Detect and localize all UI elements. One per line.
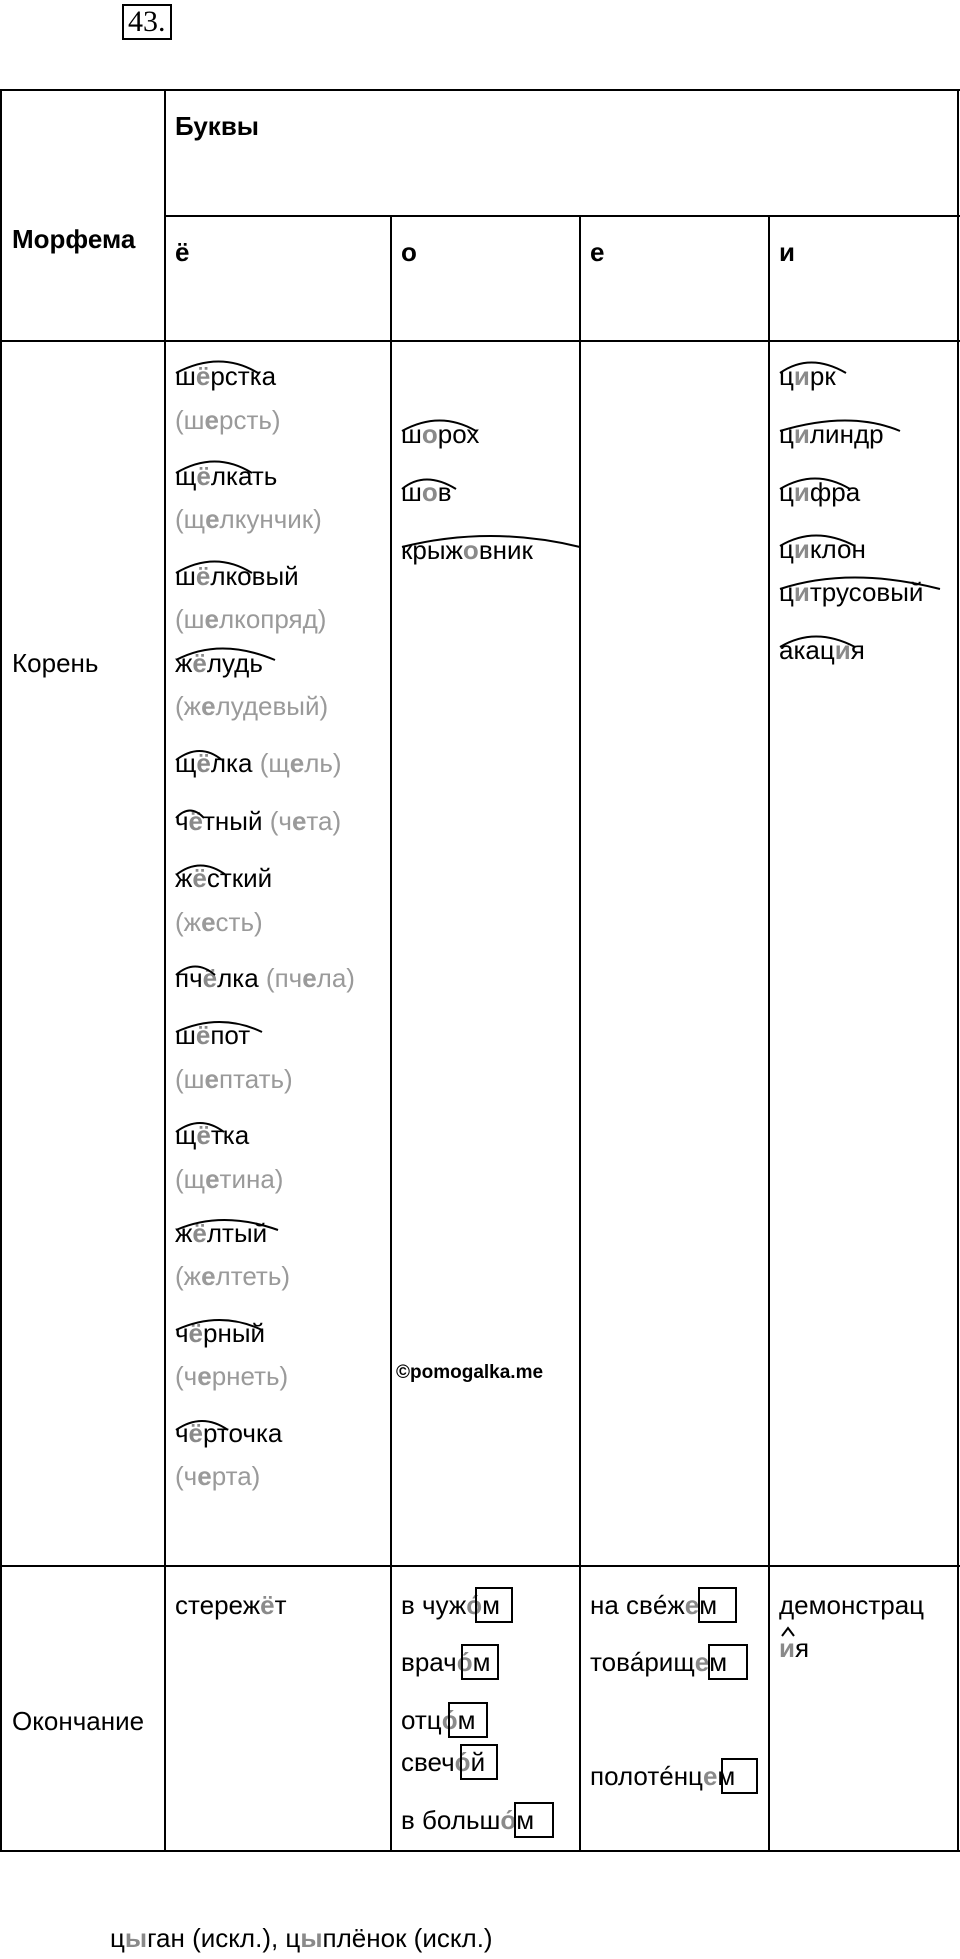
root-yo-word: шёлковый: [175, 561, 299, 591]
table-line-col3: [579, 215, 581, 1852]
root-i-word: цилиндр: [779, 419, 884, 449]
footnote: цыган (искл.), цыплёнок (искл.): [110, 1923, 493, 1953]
root-yo-word: жёлудь: [175, 648, 263, 678]
root-yo-word: чётный (чета): [175, 806, 342, 836]
root-yo-check: (шелкопряд): [175, 604, 327, 634]
root-o-word: шорох: [401, 419, 480, 449]
root-yo-check: (черта): [175, 1461, 261, 1491]
root-i-word: акация: [779, 635, 865, 665]
table-border-bottom: [0, 1850, 960, 1852]
ending-box: [475, 1587, 513, 1623]
root-yo-check: (щелкунчик): [175, 504, 322, 534]
table-border-left: [0, 89, 2, 1852]
table-line-col2: [390, 215, 392, 1852]
ending-o-word: врачо́м: [401, 1647, 491, 1677]
ending-box: [448, 1702, 488, 1738]
header-morpheme: Морфема: [12, 224, 136, 254]
row-label-ending: Окончание: [12, 1706, 145, 1736]
header-col-yo: ё: [175, 237, 190, 267]
ending-box: [708, 1644, 748, 1680]
root-yo-check: (шерсть): [175, 405, 281, 435]
root-yo-word: щёлка (щель): [175, 748, 342, 778]
ending-o-word: в большо́м: [401, 1805, 535, 1835]
ending-yo-word: стережёт: [175, 1590, 287, 1620]
root-o-word: крыжовник: [401, 535, 533, 565]
root-yo-word: чёрточка: [175, 1418, 283, 1448]
ending-o-word: отцо́м: [401, 1705, 476, 1735]
ending-i-word-end: ия: [779, 1633, 810, 1663]
header-letters: Буквы: [175, 111, 260, 141]
root-yo-word: щётка: [175, 1120, 250, 1150]
root-yo-check: (чернеть): [175, 1361, 289, 1391]
table-line-col1: [164, 89, 166, 1852]
ending-box: [461, 1644, 499, 1680]
root-yo-check: (желтеть): [175, 1261, 291, 1291]
ending-box: [460, 1744, 498, 1780]
header-col-i: и: [779, 237, 795, 267]
exercise-number: 43.: [122, 4, 172, 40]
root-yo-check: (желудевый): [175, 691, 329, 721]
root-i-word: цитрусовый: [779, 577, 924, 607]
table-line-subheader: [164, 215, 960, 217]
watermark: ©pomogalka.me: [396, 1362, 544, 1383]
root-yo-word: шёпот: [175, 1020, 251, 1050]
root-i-word: цирк: [779, 361, 836, 391]
table-line-header-bottom: [0, 340, 960, 342]
root-yo-word: жёлтый: [175, 1218, 268, 1248]
row-label-root: Корень: [12, 648, 99, 678]
root-i-word: цифра: [779, 477, 861, 507]
ending-e-word: товáрищем: [590, 1647, 728, 1677]
root-o-word: шов: [401, 477, 452, 507]
ending-o-word: свечо́й: [401, 1747, 486, 1777]
header-col-e: е: [590, 237, 605, 267]
root-yo-check: (шептать): [175, 1064, 293, 1094]
root-yo-word: чёрный: [175, 1318, 266, 1348]
ending-e-word: на свéжем: [590, 1590, 718, 1620]
root-yo-word: пчёлка (пчела): [175, 963, 355, 993]
table-border-right: [957, 89, 959, 1852]
ending-box: [698, 1587, 737, 1623]
table-line-root-bottom: [0, 1565, 960, 1567]
ending-o-word: в чужо́м: [401, 1590, 501, 1620]
root-yo-check: (жесть): [175, 907, 263, 937]
root-yo-word: шёрстка: [175, 361, 277, 391]
table-border-top: [0, 89, 960, 91]
ending-e-word: полотéнцем: [590, 1761, 736, 1791]
ending-i-word: демонстрац: [779, 1590, 925, 1620]
root-yo-word: щёлкать: [175, 461, 278, 491]
root-yo-check: (щетина): [175, 1164, 284, 1194]
table-line-col4: [768, 215, 770, 1852]
ending-box: [721, 1758, 758, 1794]
header-col-o: о: [401, 237, 417, 267]
root-i-word: циклон: [779, 534, 866, 564]
ending-box: [514, 1802, 554, 1838]
root-yo-word: жёсткий: [175, 863, 273, 893]
